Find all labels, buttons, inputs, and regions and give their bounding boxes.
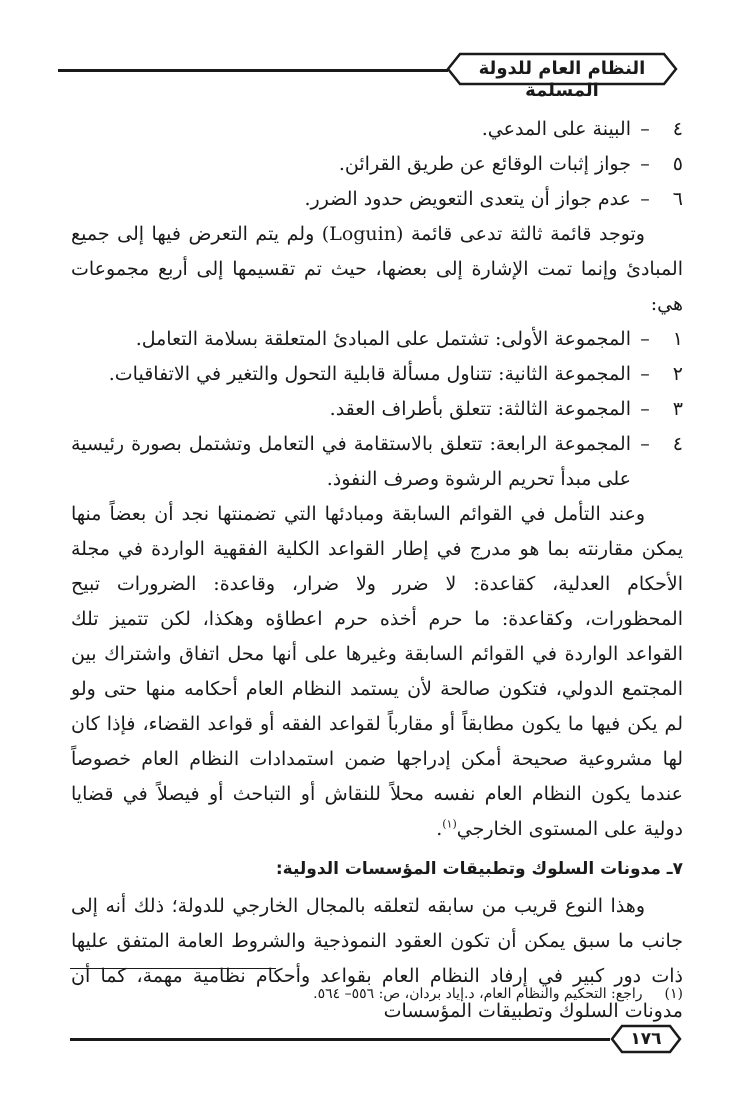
running-title: النظام العام للدولة المسلمة (478, 58, 646, 101)
item-number: ٢ (672, 363, 683, 385)
item-dash: – (640, 398, 650, 420)
footer-rule (70, 1038, 610, 1041)
page-number: ١٧٦ (630, 1029, 662, 1049)
footnote-text: راجع: التحكيم والنظام العام، د.إياد بردان، ص: ٥٥٦– ٥٦٤. (313, 986, 643, 1002)
list-item (71, 112, 683, 147)
item-number: ٦ (672, 188, 683, 210)
section-heading (71, 853, 683, 885)
footnote-number: (١) (664, 986, 683, 1002)
list-item (71, 147, 683, 182)
page-number-frame (610, 1024, 682, 1052)
footnote-marker[interactable]: (١) (442, 817, 457, 831)
main-text (71, 112, 683, 1029)
item-dash: – (640, 363, 650, 385)
running-header (58, 50, 678, 101)
list-item (71, 392, 683, 427)
item-number: ٤ (672, 433, 683, 455)
page-footer (70, 1020, 682, 1060)
item-dash: – (640, 328, 650, 350)
paragraph-end: . (436, 818, 443, 840)
list-item (71, 427, 683, 497)
item-dash: – (640, 433, 650, 455)
item-dash: – (640, 188, 650, 210)
item-dash: – (640, 118, 650, 140)
item-text: المجموعة الأولى: تشتمل على المبادئ المتعلقة بسلامة التعامل. (135, 328, 631, 350)
header-rule (58, 69, 448, 72)
item-text: البينة على المدعي. (481, 118, 631, 140)
list-item (71, 357, 683, 392)
item-text: جواز إثبات الوقائع عن طريق القرائن. (338, 153, 631, 175)
paragraph: وهذا النوع قريب من سابقه لتعلقه بالمجال الخارجي للدولة؛ ذلك أنه إلى جانب ما سبق يمكن أن تكون العقود النموذجية والشروط العامة المتفق عليها ذات دور كبير في إرفاد النظام العام بقواعد وأحكام نظامية مهمة، كما أن مدونات السلوك وتطبيقات المؤسسات (71, 895, 683, 1022)
paragraph (71, 497, 683, 847)
paragraph-text: وعند التأمل في القوائم السابقة ومبادئها التي تضمنتها نجد أن بعضاً منها يمكن مقارنته بما هو مدرج في إطار القواعد الكلية الفقهية الواردة في مجلة الأحكام العدلية، كقاعدة: لا ضرر ولا ضرار، وقاعدة: الضرورات تبيح المحظورات، وكقاعدة: ما حرم أخذه حرم اعطاؤه وهكذا، لكن تتميز تلك القواعد الواردة في القوائم السابقة وغيرها على أنها محل اتفاق واشتراك بين المجتمع الدولي، فتكون صالحة لأن يستمد النظام العام أحكامه منها حتى ولو لم يكن فيها ما يكون مطابقاً أو مقارباً لقواعد الفقه أو قواعد القضاء، فإذا كان لها مشروعية صحيحة أمكن إدراجها ضمن استمدادات النظام العام خصوصاً عندما يكون النظام العام نفسه محلاً للنقاش أو التباحث أو فيصلاً في قضايا دولية على المستوى الخارجي (71, 503, 683, 840)
item-text: عدم جواز أن يتعدى التعويض حدود الضرر. (304, 188, 631, 210)
header-title-frame (446, 52, 678, 101)
item-text: المجموعة الثانية: تتناول مسألة قابلية التحول والتغير في الاتفاقيات. (108, 363, 631, 385)
item-dash: – (640, 153, 650, 175)
section-title: ـ مدونات السلوك وتطبيقات المؤسسات الدولية: (275, 859, 673, 879)
item-number: ٣ (672, 398, 683, 420)
list-item (71, 182, 683, 217)
item-text: المجموعة الثالثة: تتعلق بأطراف العقد. (329, 398, 631, 420)
item-number: ٤ (672, 118, 683, 140)
list-item (71, 322, 683, 357)
paragraph: وتوجد قائمة ثالثة تدعى قائمة (Loguin) ولم يتم التعرض فيها إلى جميع المبادئ وإنما تمت الإشارة إلى بعضها، حيث تم تقسيمها إلى أربع مجموعات هي: (71, 223, 683, 315)
footnote-rule (70, 968, 276, 969)
item-number: ٥ (672, 153, 683, 175)
item-text: المجموعة الرابعة: تتعلق بالاستقامة في التعامل وتشتمل بصورة رئيسية على مبدأ تحريم الرشوة وصرف النفوذ. (71, 433, 631, 490)
footnote (71, 984, 683, 1004)
section-number: ٧ (672, 859, 683, 879)
item-number: ١ (672, 328, 683, 350)
